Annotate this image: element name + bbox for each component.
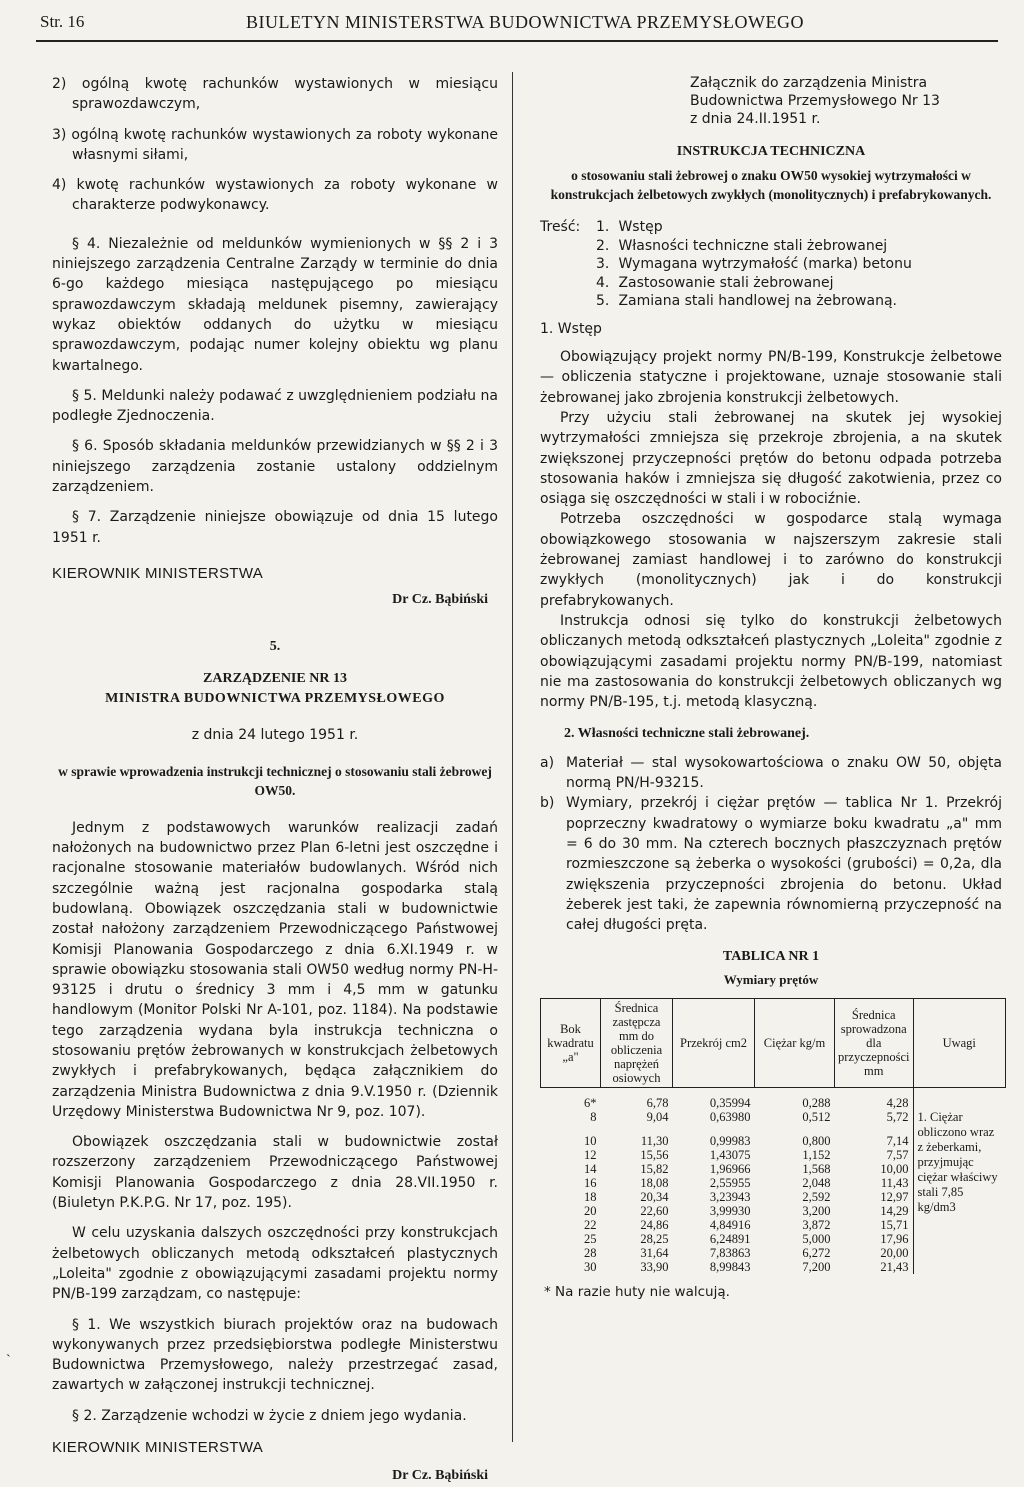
table-cell: 7,14 [886,1134,909,1148]
table-cell: 6,272 [802,1246,831,1260]
page-header [40,8,994,36]
table-cell: 6* [584,1096,597,1110]
table-cell: 11,30 [640,1134,669,1148]
table-cell: 14 [584,1162,597,1176]
remarks-cell: 1. Ciężar obliczono wraz z żeberkami, przyjmując ciężar właściwy stali 7,85 kg/dm3 [913,1088,1006,1275]
toc-number: 3. [596,256,610,273]
table-cell: 11,43 [880,1176,909,1190]
table-cell: 9,04 [646,1110,669,1124]
instruction-subtitle: o stosowaniu stali żebrowej o znaku OW50 wysokiej wytrzymałości w konstrukcjach żelbetowych zwykłych (monolitycznych) i prefabrykowanych. [550,168,992,203]
toc-item [596,218,912,237]
toc-item [596,237,912,256]
column-divider [512,72,513,1442]
section-heading: 1. Wstęp [540,320,602,337]
toc-label: Treść: [540,219,581,236]
decree-subject: w sprawie wprowadzenia instrukcji technicznej o stosowaniu stali żebrowej OW50. [58,763,492,798]
toc-text: Zamiana stali handlowej na żebrowaną. [618,293,897,310]
table-cell: 14,29 [880,1204,909,1218]
table-cell: 16 [584,1176,597,1190]
table-cell: 20 [584,1204,597,1218]
table-cell: 3,200 [802,1204,831,1218]
signature-title: KIEROWNIK MINISTERSTWA [52,1439,264,1457]
table-cell: 4,84916 [709,1218,751,1232]
decree-title: ZARZĄDZENIE NR 13 [203,670,347,686]
annex-line: Załącznik do zarządzenia Ministra [690,75,928,91]
table-cell: 31,64 [640,1246,669,1260]
decree-number: 5. [269,638,281,654]
section-heading: 2. Własności techniczne stali żebrowanej. [564,726,810,742]
table-cell: 3,23943 [709,1190,751,1204]
instruction-title: INSTRUKCJA TECHNICZNA [676,144,866,159]
table-cell: 17,96 [880,1232,909,1246]
table-cell: 0,800 [802,1134,831,1148]
table-cell: 5,000 [802,1232,831,1246]
table-title: TABLICA NR 1 [722,949,820,965]
toc-item [596,274,912,293]
paragraph: W celu uzyskania dalszych oszczędności przy konstrukcjach żelbetowych obliczanych metodą odkształceń plastycznych „Loleita" zgodnie z obowiązującymi zasadami projektu normy PN/B-199 zarządzam, co następuje: [52,1225,498,1303]
list-item: 2) ogólną kwotę rachunków wystawionych w miesiącu sprawozdawczym, [52,76,498,113]
table-cell: 6,78 [646,1096,669,1110]
table-cell: 12 [584,1148,597,1162]
toc-number: 1. [596,219,610,236]
table-cell: 8,99843 [709,1260,751,1274]
table-cell: 0,288 [802,1096,831,1110]
signature-name: Dr Cz. Bąbiński [392,592,488,608]
table-cell: 12,97 [880,1190,909,1204]
table-cell: 2,048 [802,1176,831,1190]
header-rule [36,40,998,42]
table-subtitle: Wymiary prętów [723,971,819,987]
table-cell: 15,56 [640,1148,669,1162]
table-cell: 4,28 [886,1096,909,1110]
right-column [540,74,1002,1302]
toc-number: 5. [596,293,610,310]
paragraph: Obowiązek oszczędzania stali w budownictwie został rozszerzony zarządzeniem Przewodniczącego Państwowej Komisji Planowania Gospodarczego z dnia 28.VII.1950 r. (Biuletyn P.K.P.G. Nr 17, poz. 195). [52,1134,498,1212]
table-cell: 6,24891 [709,1232,751,1246]
table-cell: 25 [584,1232,597,1246]
table-cell: 33,90 [640,1260,669,1274]
table-cell [601,1124,673,1134]
table-cell: 7,200 [802,1260,831,1274]
table-cell: 3,99930 [709,1204,751,1218]
paragraph: Obowiązujący projekt normy PN/B-199, Konstrukcje żelbetowe — obliczenia statyczne i projektowane, uznaje stosowanie stali żebrowanej jako zbrojenia konstrukcji żelbetowych. [540,349,1002,406]
table-cell: 28 [584,1246,597,1260]
decree-date: z dnia 24 lutego 1951 r. [191,727,359,744]
table-of-contents [540,218,1002,311]
toc-text: Wymagana wytrzymałość (marka) betonu [618,256,912,273]
paragraph: Jednym z podstawowych warunków realizacji zadań nałożonych na budownictwo przez Plan 6-letni jest oszczędne i racjonalne stosowanie materiałów budowlanych. Wśród nich szczególnie ważną jest racjonalna gospodarka stalą budowlaną. Obowiązek oszczędzania stali w budownictwie został nałożony zarządzeniem Przewodniczącego Państwowej Komisji Planowania Gospodarczego z dnia 6.XI.1949 r. w sprawie obowiązku stosowania stali OW50 według normy PN-H-93125 i drutu o średnicy 3 mm i 4,5 mm w gatunku handlowym (Monitor Polski Nr A-101, poz. 1184). Na podstawie tego zarządzenia wydana byla instrukcja techniczna o stosowaniu prętów żebrowanych w konstrukcjach żelbetowych zwykłych i prefabrykowanych, będąca załącznikiem do zarządzenia Ministra Budownictwa z dnia 9.V.1950 r. (Dziennik Urzędowy Ministerstwa Budownictwa Nr 9, poz. 107). [52,819,498,1120]
paragraph-s4: § 4. Niezależnie od meldunków wymienionych w §§ 2 i 3 niniejszego zarządzenia Centralne Zarządy w terminie do dnia 6-go każdego miesiąca następującego po miesiącu sprawozdawczym składają meldunek pisemny, zawierający wykaz obiektów oddanych do użytku w miesiącu sprawozdawczym, podając numer kolejny obiektu wg planu kwartalnego. [52,235,498,374]
table-header-row [541,999,1006,1088]
table-cell: 1,43075 [709,1148,751,1162]
table-cell: 18 [584,1190,597,1204]
table-cell: 20,34 [640,1190,669,1204]
table-cell: 15,71 [880,1218,909,1232]
table-cell: 10 [584,1134,597,1148]
table-cell: 18,08 [640,1176,669,1190]
list-marker: a) [540,754,555,771]
paragraph: Potrzeba oszczędności w gospodarce stalą wymaga obowiązkowego stosowania w najszerszym zakresie stali żebrowanej zamiast handlowej i to zarówno do konstrukcji zwykłych (monolitycznych) jak i do konstrukcji prefabrykowanych. [540,511,1002,609]
paragraph-s5: § 5. Meldunki należy podawać z uwzględnieniem podziału na podległe Zjednoczenia. [52,387,498,425]
column-header: Ciężar kg/m [755,999,835,1088]
table-cell: 2,55955 [709,1176,751,1190]
list-item [540,753,1002,794]
table-cell: 21,43 [880,1260,909,1274]
paragraph: Instrukcja odnosi się tylko do konstrukcji żelbetowych obliczanych metodą odkształceń plastycznych „Loleita" zgodnie z obowiązującymi zasadami projektu normy PN/B-199, natomiast nie ma zastosowania do konstrukcji żelbetowych obliczanych wg normy PN/B-195, t.j. metodą klasyczną. [540,612,1002,711]
table-cell [835,1124,914,1134]
paragraph-s2: § 2. Zarządzenie wchodzi w życie z dniem jego wydania. [72,1407,467,1424]
column-header: Średnica sprowadzona dla przyczepności mm [835,999,914,1088]
paragraph-s6: § 6. Sposób składania meldunków przewidzianych w §§ 2 i 3 niniejszego zarządzenia zostanie ustalony oddzielnym zarządzeniem. [52,438,498,496]
column-header: Uwagi [913,999,1006,1088]
table-cell: 0,512 [802,1110,831,1124]
table-cell: 1,152 [802,1148,831,1162]
table-cell: 7,83863 [709,1246,751,1260]
table-cell [673,1124,755,1134]
table-cell: 2,592 [802,1190,831,1204]
table-cell: 1,568 [802,1162,831,1176]
page-number: Str. 16 [40,12,85,31]
list-item: 3) ogólną kwotę rachunków wystawionych za roboty wykonane własnymi siłami, [52,126,498,163]
table-cell: 24,86 [640,1218,669,1232]
table-cell: 0,99983 [709,1134,751,1148]
table-cell: 28,25 [640,1232,669,1246]
annex-note [540,74,1002,128]
dimensions-table [540,998,1006,1274]
column-header: Średnica zastępcza mm do obliczenia naprężeń osiowych [601,999,673,1088]
table-cell [755,1124,835,1134]
table-cell: 22 [584,1218,597,1232]
toc-text: Własności techniczne stali żebrowanej [618,237,888,254]
table-cell: 22,60 [640,1204,669,1218]
toc-text: Wstęp [618,219,663,236]
list-marker: b) [540,795,555,812]
paragraph-s7: § 7. Zarządzenie niniejsze obowiązuje od dnia 15 lutego 1951 r. [52,509,498,546]
signature-name: Dr Cz. Bąbiński [392,1468,488,1484]
toc-item [596,292,912,311]
list-text: Materiał — stal wysokowartościowa o znaku OW 50, objęta normą PN/H-93215. [566,754,1002,792]
table-cell [541,1124,601,1134]
table-cell: 20,00 [880,1246,909,1260]
toc-number: 2. [596,237,610,254]
column-header: Bok kwadratu „a" [541,999,601,1088]
list-item: 4) kwotę rachunków wystawionych za roboty wykonane w charakterze podwykonawcy. [52,177,498,214]
toc-text: Zastosowanie stali żebrowanej [618,274,834,291]
paragraph-s1: § 1. We wszystkich biurach projektów oraz na budowach wykonywanych przez przedsiębiorstwa podległe Ministerstwu Budownictwa Przemysłowego, należy przestrzegać zasad, zawartych w załączonej instrukcji technicznej. [52,1316,498,1394]
list-text: Wymiary, przekrój i ciężar prętów — tablica Nr 1. Przekrój poprzeczny kwadratowy o wymiarze boku kwadratu „a" mm = 6 do 30 mm. Na czterech bocznych płaszczyznach prętów rozmieszczone są żeberka o wysokości (grubości) = 0,2a, dla zwiększenia przyczepności zbrojenia do betonu. Układ żeberek jest taki, że zapewnia równomierną przyczepność na całej długości pręta. [566,795,1002,934]
table-row [541,1088,1006,1111]
table-cell: 3,872 [802,1218,831,1232]
margin-mark: ` [6,1353,11,1368]
paragraph: Przy użyciu stali żebrowanej na skutek jej wysokiej wytrzymałości zmniejsza się przekroje zbrojenia, a na skutek zwiększonej przyczepności prętów do betonu odpada potrzeba stosowania haków i zmniejsza się długość zakotwienia, przez co osiąga się oszczędności w stali i w robociźnie. [540,409,1002,508]
annex-line: z dnia 24.II.1951 r. [690,111,821,127]
table-cell: 15,82 [640,1162,669,1176]
signature-title: KIEROWNIK MINISTERSTWA [52,564,264,582]
column-header: Przekrój cm2 [673,999,755,1088]
table-cell: 0,35994 [709,1096,751,1110]
table-cell: 10,00 [880,1162,909,1176]
left-column [52,74,498,1487]
bulletin-title: BIULETYN MINISTERSTWA BUDOWNICTWA PRZEMYSŁOWEGO [246,12,804,32]
table-cell: 30 [584,1260,597,1274]
list-item [540,793,1002,935]
table-cell: 1,96966 [709,1162,751,1176]
decree-title-ministry: MINISTRA BUDOWNICTWA PRZEMYSŁOWEGO [105,691,445,707]
table-cell: 0,63980 [709,1110,751,1124]
toc-number: 4. [596,274,610,291]
annex-line: Budownictwa Przemysłowego Nr 13 [690,93,940,109]
footnote: * Na razie huty nie walcują. [544,1284,730,1300]
table-cell: 5,72 [886,1110,909,1124]
toc-item [596,255,912,274]
table-cell: 8 [590,1110,597,1124]
table-cell: 7,57 [886,1148,909,1162]
